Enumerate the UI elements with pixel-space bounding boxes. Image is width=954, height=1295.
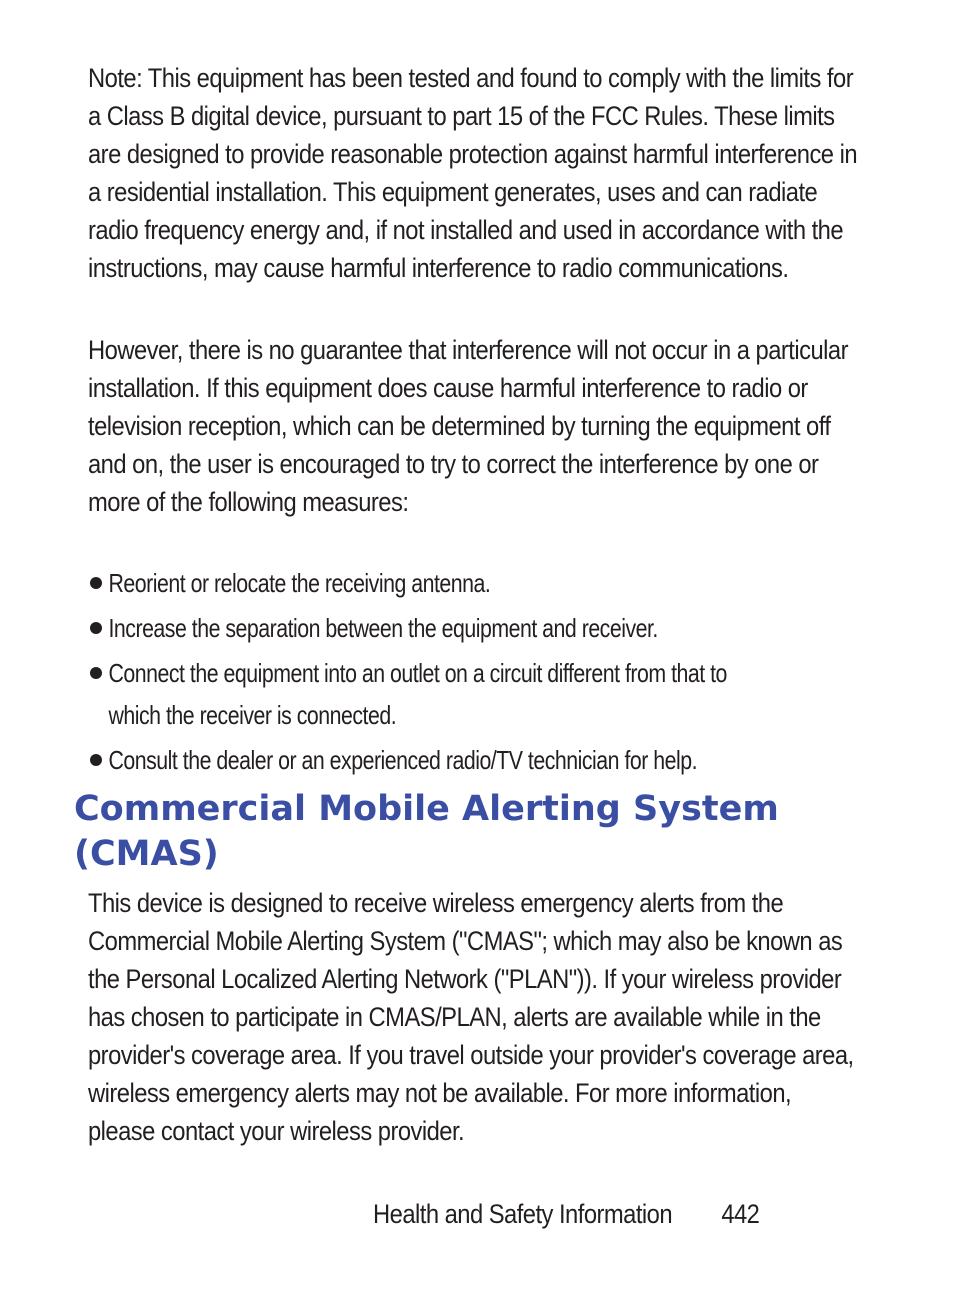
page-footer: [373, 1196, 759, 1232]
list-item: [88, 739, 954, 781]
cmas-paragraph: This device is designed to receive wireless emergency alerts from the Commercial Mobile Alerting System ("CMAS"; which may also be known as the Personal Localized Alerting Network ("PLAN")). If your wireless provider has chosen to participate in CMAS/PLAN, alerts are available while in the provider's coverage area. If you travel outside your provider's coverage area, wireless emergency alerts may not be available. For more information, please contact your wireless provider.: [88, 888, 854, 1146]
page-number: 442: [721, 1199, 760, 1229]
list-item: [88, 652, 954, 736]
measure-text: Reorient or relocate the receiving antenna.: [108, 568, 491, 598]
measure-text: Consult the dealer or an experienced radio/TV technician for help.: [108, 745, 698, 775]
measure-text: Connect the equipment into an outlet on a circuit different from that to which the receiver is connected.: [108, 658, 727, 730]
fcc-note-paragraph: Note: This equipment has been tested and found to comply with the limits for a Class B digital device, pursuant to part 15 of the FCC Rules. These limits are designed to provide reasonable protection against harmful interference in a residential installation. This equipment generates, uses and can radiate radio frequency energy and, if not installed and used in accordance with the instructions, may cause harmful interference to radio communications.: [88, 63, 858, 283]
footer-section-title: Health and Safety Information: [373, 1199, 673, 1229]
list-item: [88, 562, 954, 604]
measures-list: [88, 562, 954, 784]
measure-text: Increase the separation between the equipment and receiver.: [108, 613, 658, 643]
list-item: [88, 607, 954, 649]
no-guarantee-paragraph: However, there is no guarantee that interference will not occur in a particular installation. If this equipment does cause harmful interference to radio or television reception, which can be determined by turning the equipment off and on, the user is encouraged to try to correct the interference by one or more of the following measures:: [88, 335, 848, 517]
section-heading: Commercial Mobile Alerting System (CMAS): [74, 789, 779, 874]
